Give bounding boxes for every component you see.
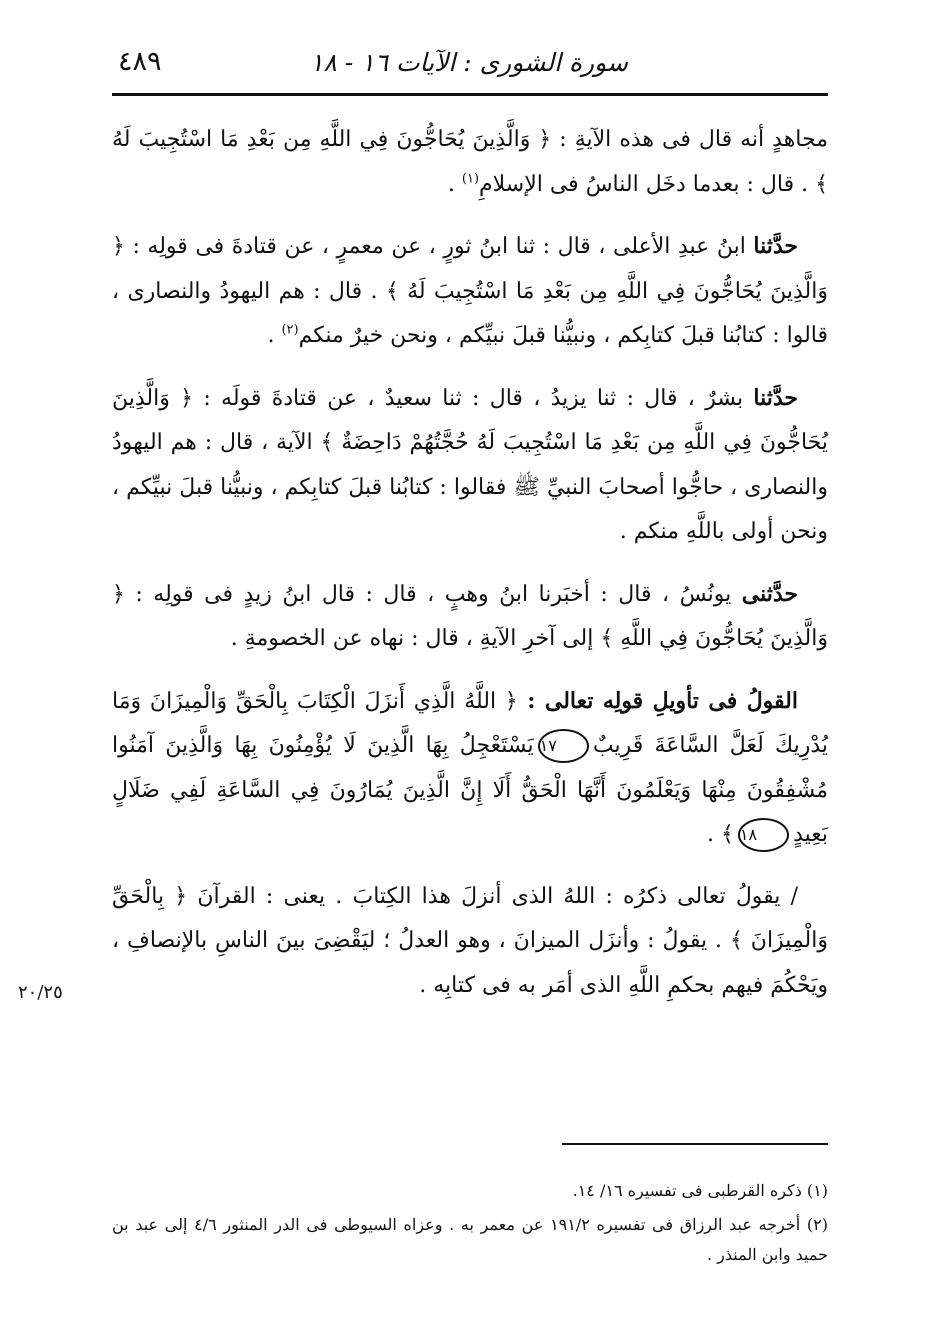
running-title: سورة الشورى : الآيات ١٦ - ١٨ (309, 48, 628, 77)
text: الآية ، قال : هم اليهودُ والنصارى ، حاجُّوا أصحابَ النبيِّ ﷺ فقالوا : كتابُنا قبلَ كتابِكم ، ونبيُّنا قبلَ نبيِّكم ، ونحن أولى باللَّهِ منكم . (112, 430, 828, 544)
margin-reference: ٢٠/٢٥ (18, 982, 63, 1003)
paragraph-5 (112, 679, 828, 858)
footnote-marker: (١) (461, 171, 480, 187)
quran-quote: ﴿ بِالْحَقِّ وَالْمِيزَانَ ﴾ (112, 883, 828, 953)
text: مجاهدٍ أنه قال فى هذه الآيةِ : (551, 127, 828, 152)
text: . قال : بعدما دخَل الناسُ فى الإسلامِ (479, 171, 816, 197)
running-header (112, 40, 828, 90)
quran-quote-close: ﴾ (720, 822, 734, 847)
text: يونُسُ ، قال : أخبَرنا ابنُ وهبٍ ، قال : قال ابنُ زيدٍ فى قولِه : (124, 581, 742, 607)
paragraph-3 (112, 376, 828, 555)
narration-lead: حدَّثنى (741, 580, 798, 607)
paragraph-4 (112, 572, 828, 662)
paragraph-2 (112, 224, 828, 359)
text: . قال : هم اليهودُ والنصارى ، قالوا : كتابُنا قبلَ كتابِكم ، ونبيُّنا قبلَ نبيِّكم ، ونحن خيرٌ منكم (112, 278, 828, 348)
text: ابنُ عبدِ الأعلى ، قال : ثنا ابنُ ثورٍ ، عن معمرٍ ، عن قتادةَ فى قولِه : (124, 234, 754, 259)
footnote-1: (١) ذكره القرطبى فى تفسيره ١٦/ ١٤. (572, 1181, 828, 1200)
text: / يقولُ تعالى ذكرُه : اللهُ الذى أنزلَ هذا الكِتابَ . يعنى : القرآنَ (187, 883, 799, 909)
quran-quote: يَسْتَعْجِلُ بِهَا الَّذِينَ لَا يُؤْمِنُونَ بِهَا وَالَّذِينَ آمَنُوا مُشْفِقُونَ مِنْهَا وَيَعْلَمُونَ أَنَّهَا الْحَقُّ أَلَا إِنَّ الَّذِينَ يُمَارُونَ فِي السَّاعَةِ لَفِي ضَلَالٍ بَعِيدٍ (112, 733, 828, 847)
paragraph-1 (112, 118, 828, 207)
quran-quote: ﴿ وَالَّذِينَ يُحَاجُّونَ فِي اللَّهِ مِن بَعْدِ مَا اسْتُجِيبَ لَهُ ﴾ (112, 127, 828, 197)
text: . يقولُ : وأنزَل الميزانَ ، وهو العدلُ ؛ ليَقْضِىَ بينَ الناسِ بالإنصافِ ، ويَحْكُمَ فيهم بحكمِ اللَّهِ الذى أمَر به فى كتابِه . (112, 928, 828, 998)
page-number: ٤٨٩ (118, 46, 162, 77)
text: بشرٌ ، قال : ثنا يزيدُ ، قال : ثنا سعيدٌ ، عن قتادةَ قولَه : (193, 385, 754, 411)
text: . (447, 171, 462, 197)
main-text (112, 118, 828, 1025)
footnote-2: (٢) أخرجه عبد الرزاق فى تفسيره ١٩١/٢ عن معمر به . وعزاه السيوطى فى الدر المنثور ٤/٦ إلى عبد بن حميد وابن المنذر . (112, 1215, 828, 1264)
footnote-divider (562, 1143, 828, 1145)
quran-quote: ﴿ وَالَّذِينَ يُحَاجُّونَ فِي اللَّهِ مِن بَعْدِ مَا اسْتُجِيبَ لَهُ حُجَّتُهُمْ دَاحِضَةٌ ﴾ (112, 385, 828, 455)
quran-quote: ﴿ وَالَّذِينَ يُحَاجُّونَ فِي اللَّهِ مِن بَعْدِ مَا اسْتُجِيبَ لَهُ ﴾ (112, 234, 828, 304)
text: . (267, 323, 282, 348)
paragraph-6 (112, 875, 828, 1009)
footnote-marker: (٢) (281, 322, 299, 338)
header-divider (112, 93, 828, 96)
section-heading: القولُ فى تأويلِ قولِه تعالى : (517, 687, 798, 714)
ayah-number-marker: ١٨ (738, 818, 789, 852)
narration-lead: حدَّثنا (753, 384, 798, 411)
ayah-number-marker: ١٧ (538, 729, 589, 763)
text: إلى آخرِ الآيةِ ، قال : نهاه عن الخصومةِ . (230, 626, 601, 651)
text: . (706, 822, 721, 847)
quran-quote: ﴿ وَالَّذِينَ يُحَاجُّونَ فِي اللَّهِ ﴾ (112, 581, 828, 651)
footnotes (112, 1176, 828, 1274)
narration-lead: حدَّثنا (753, 233, 798, 259)
quran-quote: ﴿ اللَّهُ الَّذِي أَنزَلَ الْكِتَابَ بِالْحَقِّ وَالْمِيزَانَ وَمَا يُدْرِيكَ لَعَلَّ السَّاعَةَ قَرِيبٌ (112, 688, 828, 758)
